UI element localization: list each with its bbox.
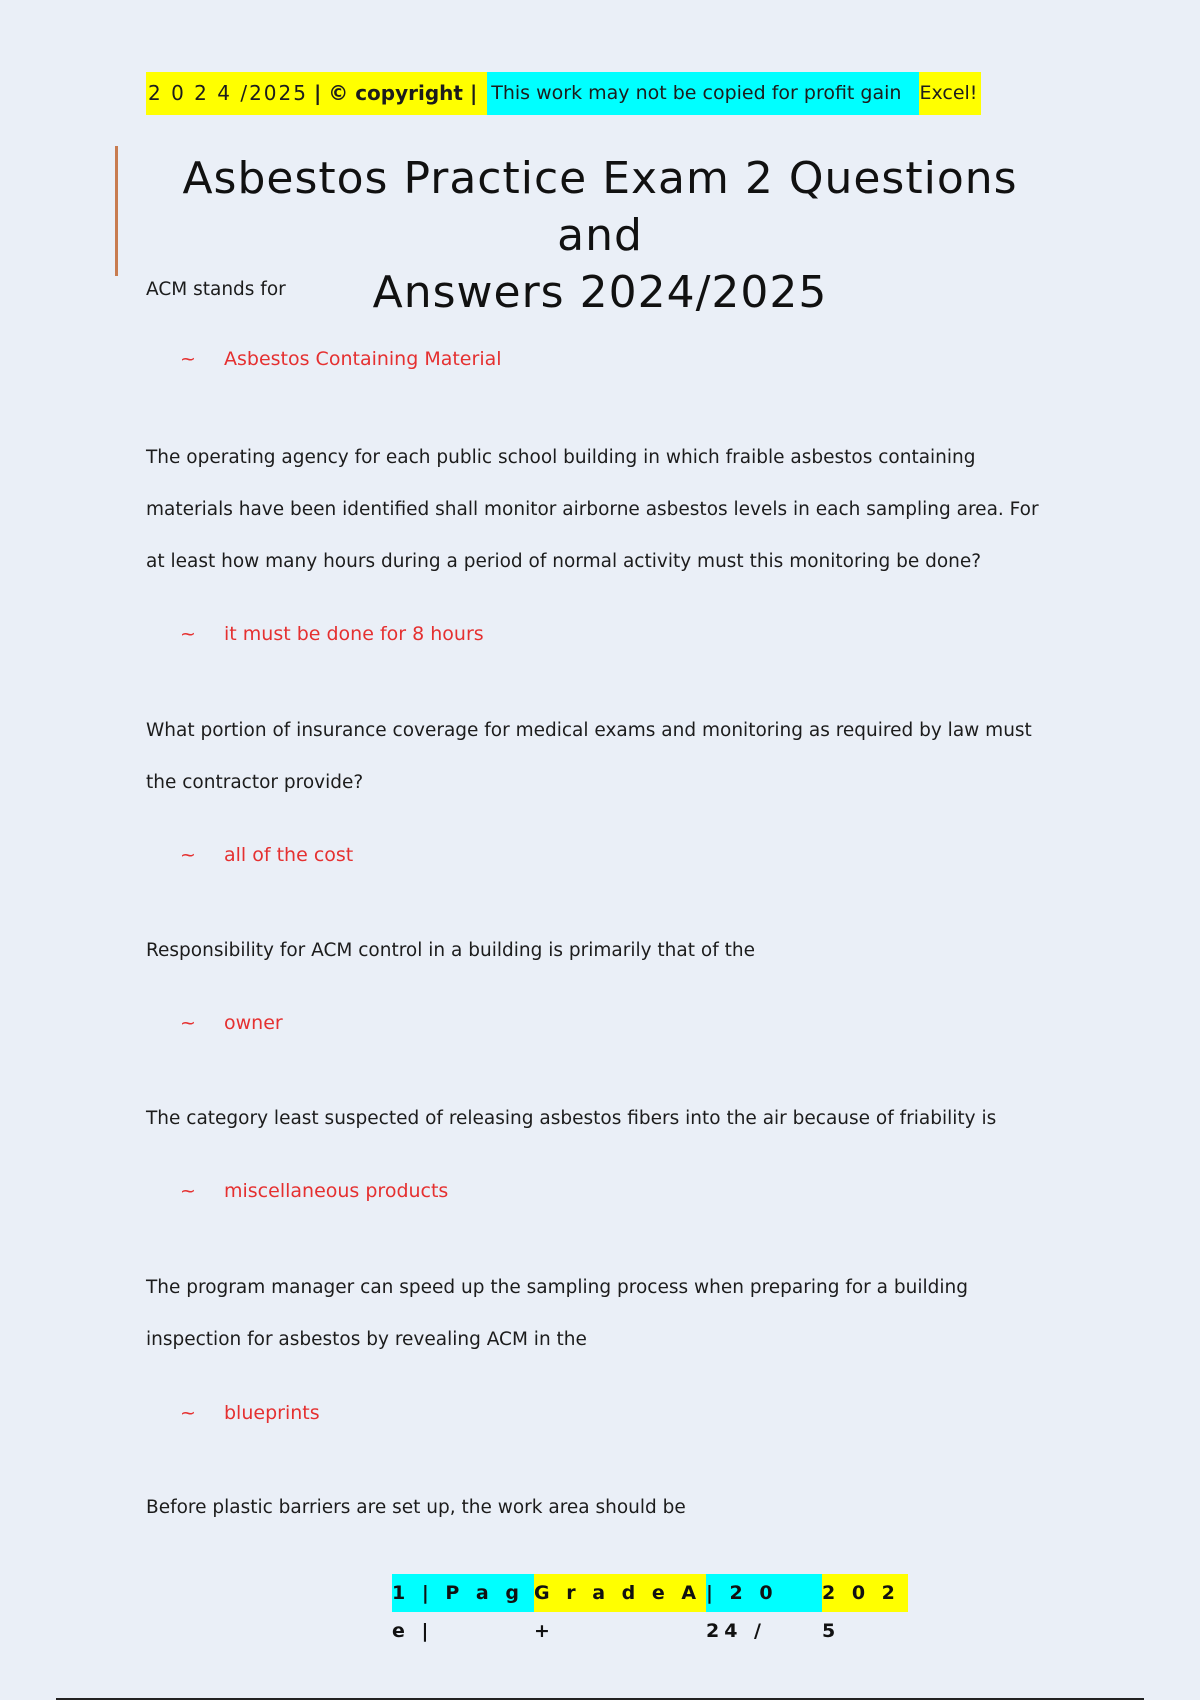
answer-text: owner: [224, 1012, 283, 1034]
title-line-2: Answers 2024/2025: [372, 267, 828, 318]
answer-3: [180, 844, 353, 866]
question-3: [146, 705, 1046, 809]
question-text: ACM stands for: [146, 279, 286, 300]
answer-1: [180, 348, 502, 370]
answer-marker: ~: [180, 348, 196, 370]
answer-marker: ~: [180, 844, 196, 866]
answer-text: Asbestos Containing Material: [224, 348, 502, 370]
header-copyright: | © copyright |: [314, 72, 487, 115]
question-1: [146, 264, 1046, 316]
answer-text: all of the cost: [224, 844, 354, 866]
header-notice: This work may not be copied for profit gain: [487, 72, 919, 115]
question-4: [146, 925, 1046, 977]
question-7: [146, 1482, 1046, 1534]
question-text: Responsibility for ACM control in a building is primarily that of the: [146, 940, 755, 961]
footer-year-a: | 2 0 24 /: [706, 1574, 822, 1612]
question-5: [146, 1093, 1046, 1145]
answer-5: [180, 1180, 448, 1202]
header-excel: Excel!: [919, 72, 981, 115]
answer-2: [180, 623, 484, 645]
answer-marker: ~: [180, 1012, 196, 1034]
answer-text: blueprints: [224, 1402, 320, 1424]
title-accent-rule: [115, 146, 118, 276]
header-banner: [146, 72, 981, 115]
answer-marker: ~: [180, 1402, 196, 1424]
question-text: What portion of insurance coverage for medical exams and monitoring as required by law must the contractor provide?: [146, 720, 1032, 793]
question-text: The program manager can speed up the sampling process when preparing for a building inspection for asbestos by revealing ACM in the: [146, 1277, 968, 1350]
question-2: [146, 432, 1046, 588]
answer-text: miscellaneous products: [224, 1180, 449, 1202]
page-footer: [392, 1574, 908, 1642]
answer-4: [180, 1012, 283, 1034]
answer-text: it must be done for 8 hours: [224, 623, 484, 645]
header-year: 2 0 2 4 /2025: [146, 72, 314, 115]
answer-marker: ~: [180, 1180, 196, 1202]
footer-page-number: 1 | P a g e |: [392, 1574, 534, 1612]
question-text: The category least suspected of releasing asbestos fibers into the air because of friability is: [146, 1108, 997, 1129]
question-text: The operating agency for each public school building in which fraible asbestos containing materials have been identified shall monitor airborne asbestos levels in each sampling area. For at least how many hours during a period of normal activity must this monitoring be done?: [146, 447, 1039, 572]
footer-year-b: 2 0 2 5: [822, 1574, 908, 1612]
answer-marker: ~: [180, 623, 196, 645]
question-text: Before plastic barriers are set up, the work area should be: [146, 1497, 686, 1518]
title-line-1: Asbestos Practice Exam 2 Questions and: [182, 153, 1018, 261]
answer-6: [180, 1402, 320, 1424]
question-6: [146, 1262, 1046, 1366]
footer-grade: G r a d e A +: [534, 1574, 706, 1612]
